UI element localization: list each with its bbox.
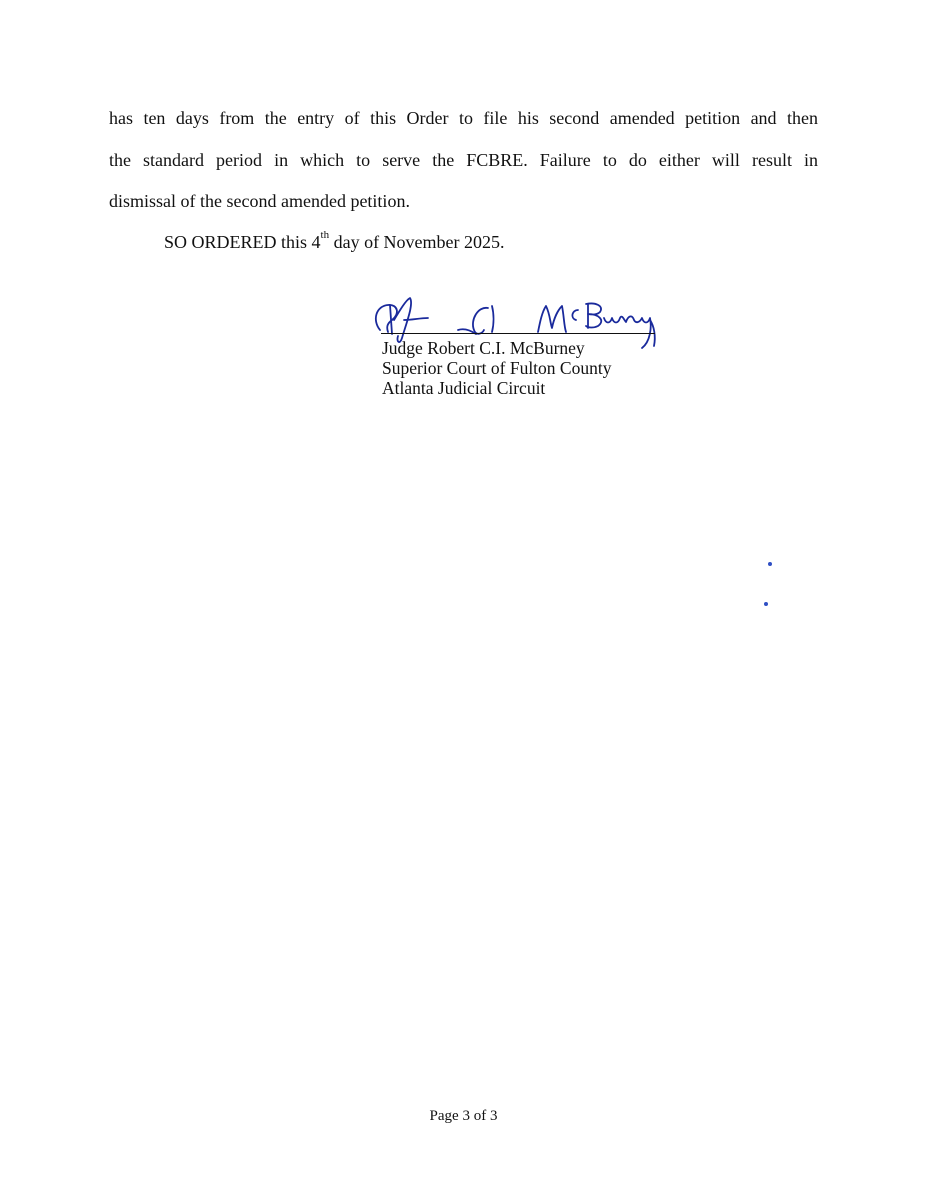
so-ordered-line <box>164 229 505 253</box>
ink-dot-mark <box>764 602 768 606</box>
ordinal-superscript: th <box>320 229 330 241</box>
body-text-line-3: dismissal of the second amended petition. <box>109 191 410 211</box>
signature-rule <box>381 333 655 334</box>
circuit-name: Atlanta Judicial Circuit <box>382 378 546 398</box>
ink-dot-mark <box>768 562 772 566</box>
so-ordered-prefix: SO ORDERED this 4 <box>164 232 321 252</box>
page-number-footer: Page 3 of 3 <box>429 1108 498 1124</box>
so-ordered-suffix: day of November 2025. <box>329 232 505 252</box>
judge-name: Judge Robert C.I. McBurney <box>382 338 585 358</box>
body-text-line-1: has ten days from the entry of this Order to file his second amended petition and then <box>109 108 818 128</box>
court-name: Superior Court of Fulton County <box>382 358 612 378</box>
body-text-line-2: the standard period in which to serve the FCBRE. Failure to do either will result in <box>109 150 818 170</box>
